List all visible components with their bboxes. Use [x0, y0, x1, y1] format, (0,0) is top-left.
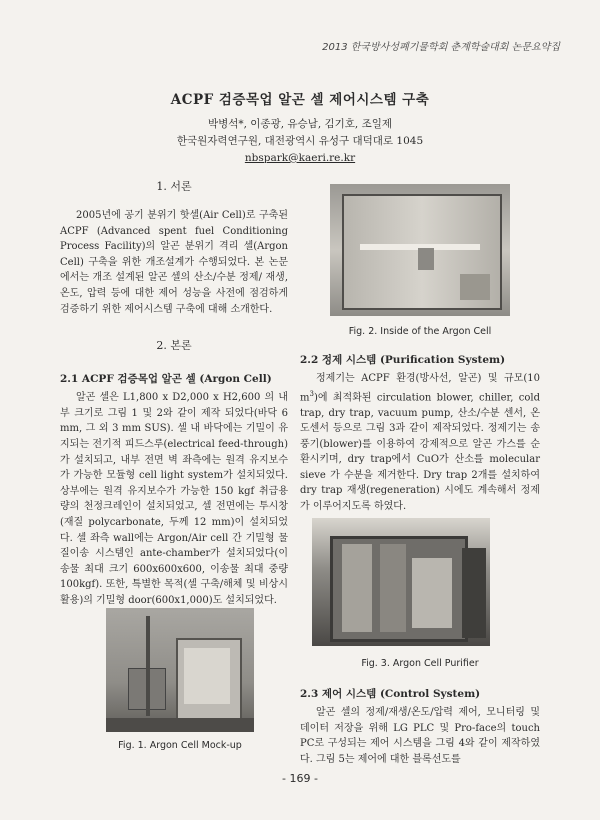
section-body-title: 2. 본론: [156, 339, 192, 353]
section-2-3: [300, 686, 540, 767]
page-number: - 169 -: [282, 772, 318, 785]
section-2-2-text: [300, 371, 540, 515]
author-names: 박병석*, 이종광, 유승남, 김기호, 조일제: [207, 118, 393, 130]
paper-title: ACPF 검증목업 알곤 셀 제어시스템 구축: [170, 92, 430, 108]
author-email[interactable]: nbspark@kaeri.re.kr: [244, 152, 356, 164]
figure-1-photo: [106, 608, 254, 732]
section-2-2-text-b: )에 최적화된 circulation blower, chiller, cold trap, dry trap, vacuum pump, 산소/수분 센서, 온도센서 등으로 그림 3과 같이 제작되었다. 정제기는 송풍기(blower)를 이용하여 강제적으로 알곤 가스를 순환시키며, dry trap에서 CuO가 산소를 molecular sieve 가 수분을 제거한다. Dry trap 2개를 설치하여 dry trap 재생(regeneration) 시에도 계속해서 정제가 이루어지도록 하였다.: [300, 391, 540, 513]
section-2-3-title: 2.3 제어 시스템 (Control System): [300, 688, 481, 700]
section-2-2-superscript: 3: [309, 389, 314, 398]
conference-header: 2013 한국방사성폐기물학회 춘계학술대회 논문요약집: [322, 42, 560, 53]
section-2-2: [300, 352, 540, 515]
section-intro-text: 2005년에 공기 분위기 핫셀(Air Cell)로 구축된 ACPF (Advanced spent fuel Conditioning Process Facility)의 알곤 분위기 격리 셀(Argon Cell) 구축을 위한 개조설계가 수행되었다. 본 논문에서는 개조 설계된 알곤 셀의 산소/수분 정제/ 재생, 온도, 압력 등에 대한 제어 성능을 사전에 점검하게 검증하기 위한 제어시스템 구축에 대해 소개한다.: [60, 210, 288, 315]
section-2-1-text: 알곤 셀은 L1,800 x D2,000 x H2,600 의 내부 크기로 그림 1 및 2와 같이 제작 되었다(바닥 6 mm, 그 외 3 mm SUS). 셀 내 바닥에는 기밀이 유지되는 전기적 피드스루(electrical feed-through)가 설치되고, 내부 전면 벽 좌측에는 원격 유지보수가 가능한 모듈형 cell light system가 설치되었다. 상부에는 원격 유지보수가 가능한 150 kgf 취급용량의 천정크레인이 설치되었고, 셀 전면에는 투시창(재질 polycarbonate, 두께 12 mm)이 설치되었다. 셀 좌측 wall에는 Argon/Air cell 간 기밀형 물질이송 시스템인 ante-chamber가 설치되었다(이송물 최대 크기 600x600x600, 이송물 최대 중량 100kgf). 또한, 특별한 목적(셀 구축/해체 및 비상시 활용)의 기밀형 door(600x1,000)도 설치되었다.: [60, 392, 288, 606]
figure-2-photo: [330, 184, 510, 316]
figure-3-photo: [312, 518, 490, 646]
author-affiliation: 한국원자력연구원, 대전광역시 유성구 대덕대로 1045: [176, 135, 424, 147]
figure-1-caption: Fig. 1. Argon Cell Mock-up: [118, 740, 242, 751]
section-2-2-text-a: 정제기는 ACPF 환경(방사선, 알곤) 및 규모(10 m: [300, 373, 540, 403]
left-column: [60, 178, 288, 608]
section-2-3-text: 알곤 셀의 정제/재생/온도/압력 제어, 모니터링 및 데이터 저장을 위해 LG PLC 및 Pro-face의 touch PC로 구성되는 제어 시스템을 그림 4와 같이 제작하였다. 그림 5는 제어에 대한 블록선도를: [300, 707, 540, 765]
figure-2-caption: Fig. 2. Inside of the Argon Cell: [348, 326, 492, 337]
figure-3-caption: Fig. 3. Argon Cell Purifier: [361, 658, 479, 669]
section-intro-title: 1. 서론: [156, 180, 192, 193]
section-2-2-title: 2.2 정제 시스템 (Purification System): [300, 354, 506, 366]
author-block: [0, 116, 600, 167]
section-2-1-title: 2.1 ACPF 검증목업 알곤 셀 (Argon Cell): [60, 373, 272, 386]
